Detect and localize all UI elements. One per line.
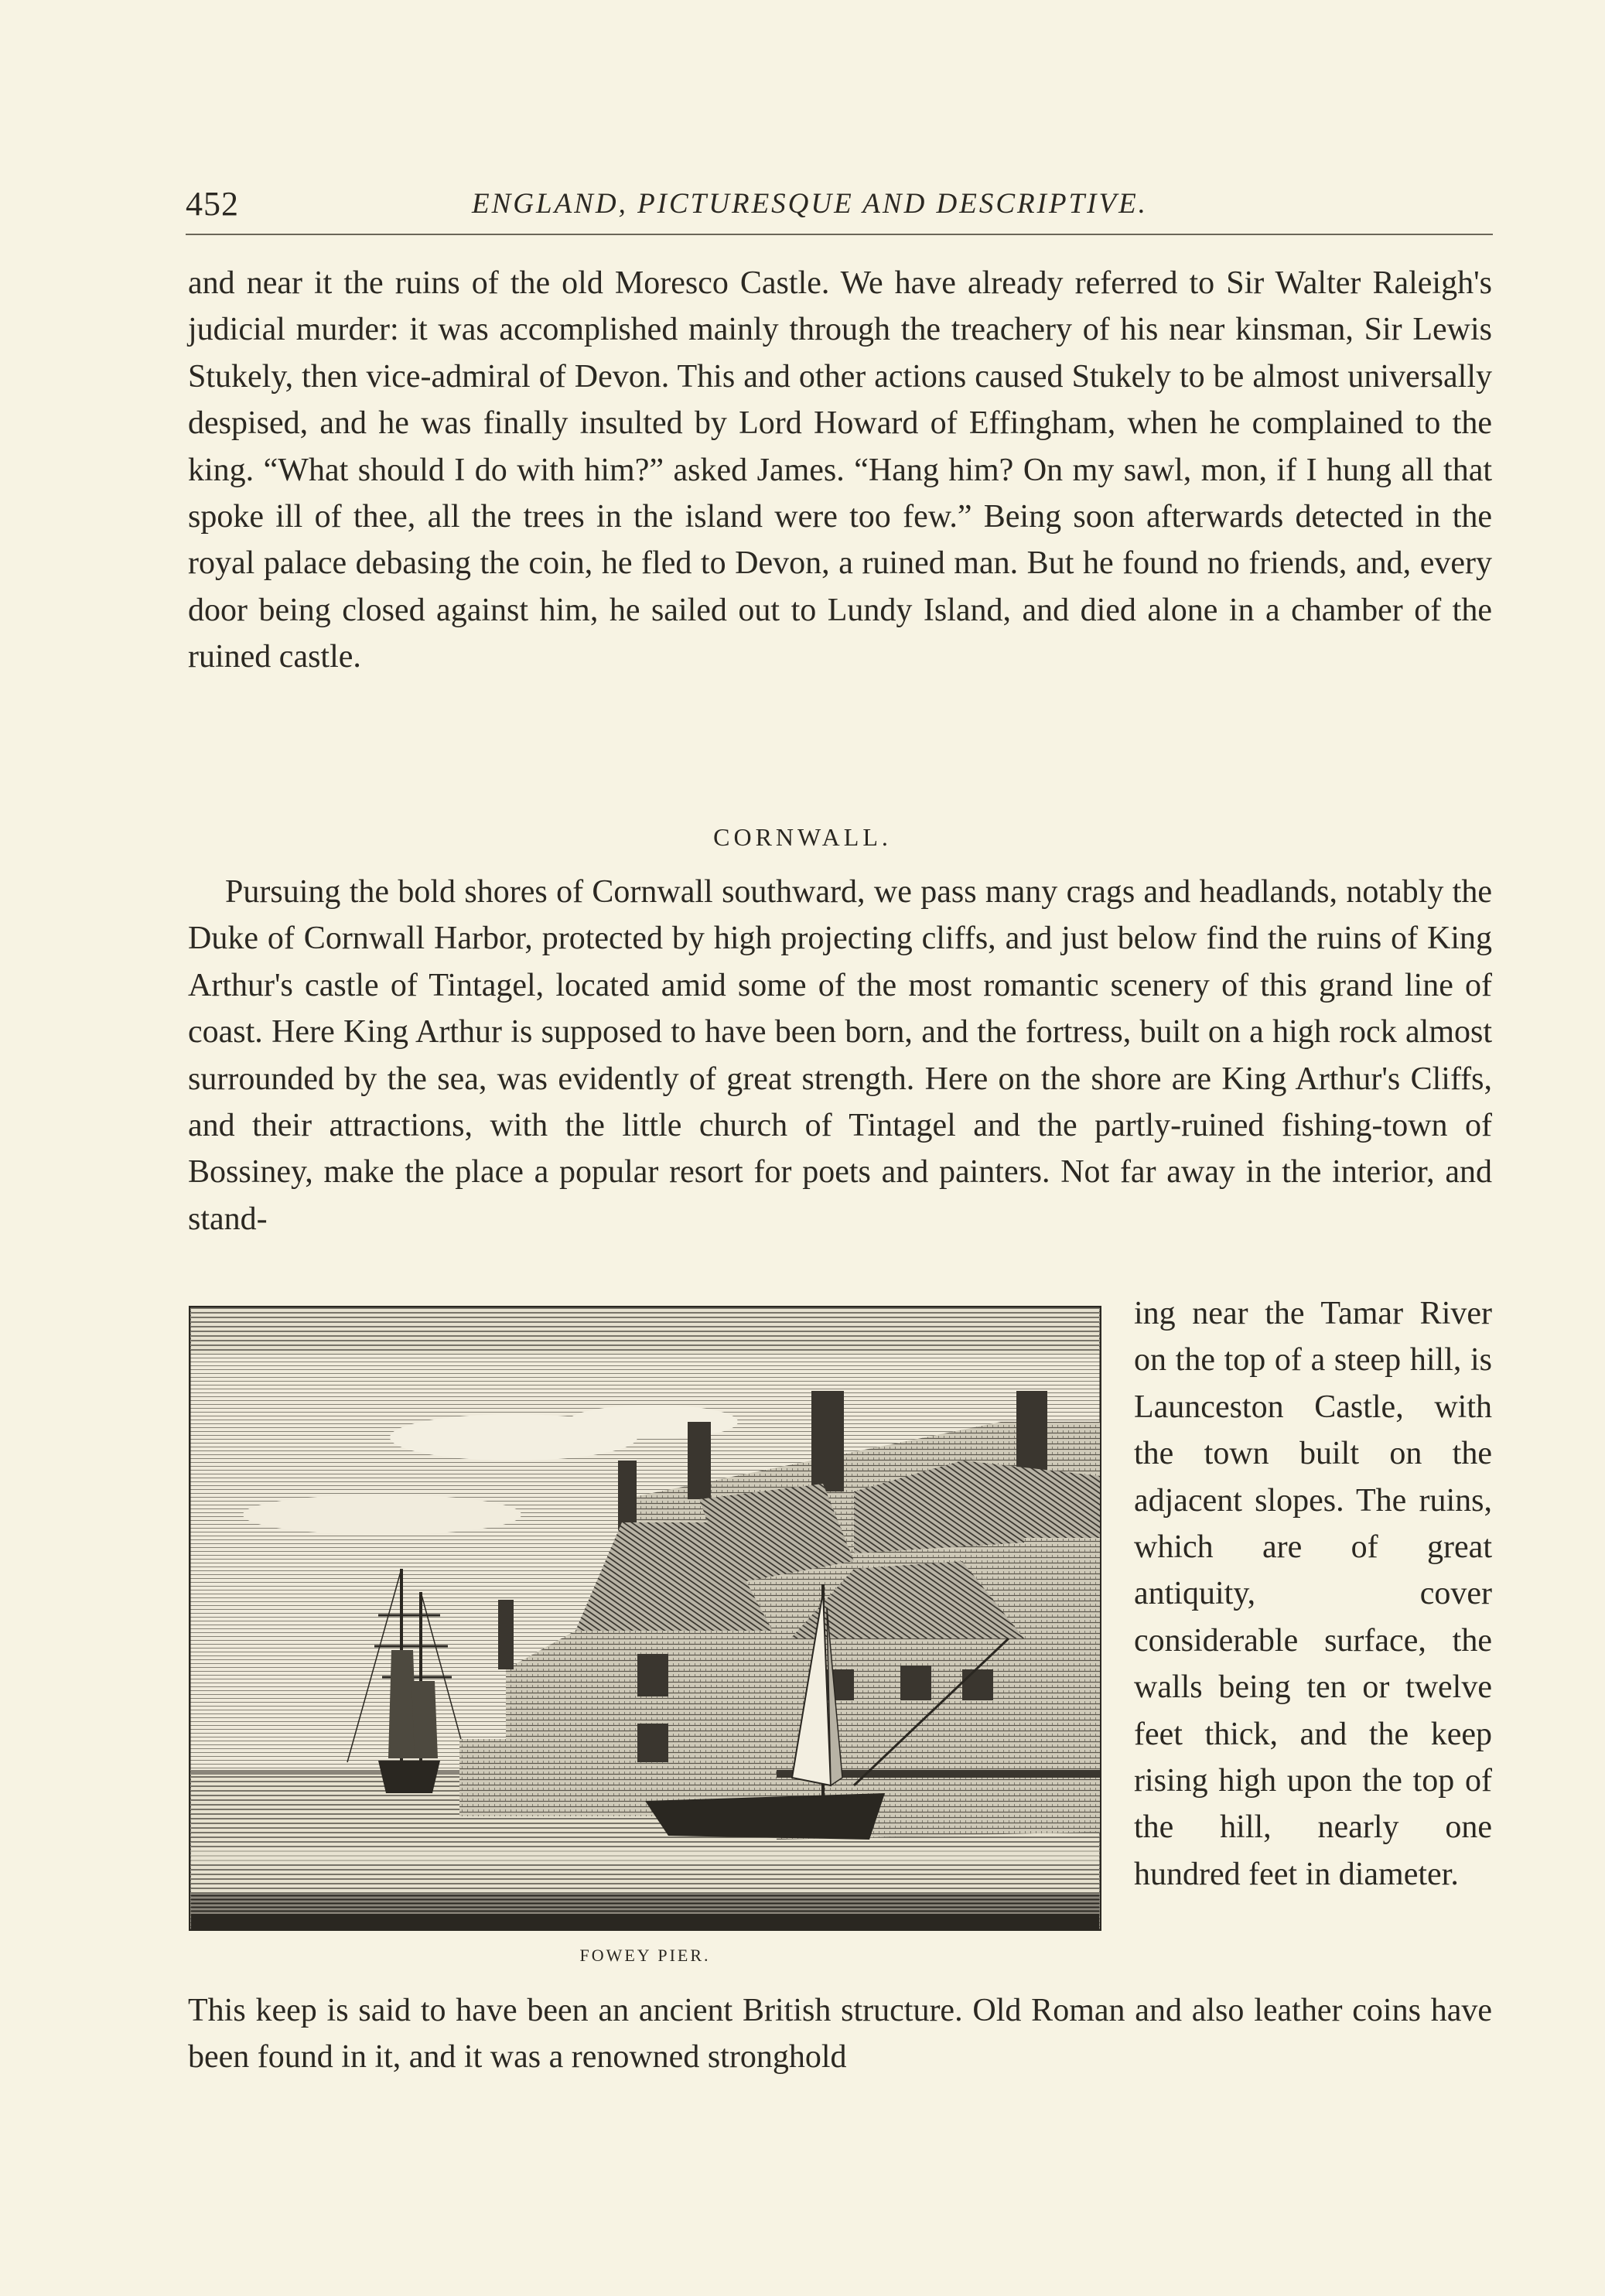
- running-head: ENGLAND, PICTURESQUE AND DESCRIPTIVE.: [472, 188, 1148, 220]
- figure-caption: FOWEY PIER.: [579, 1946, 711, 1965]
- engraving-fowey-pier: [189, 1306, 1101, 1931]
- paragraph-3: This keep is said to have been an ancient British structure. Old Roman and also leather coins have been found in it, and it was a renowned stronghold: [188, 1993, 1492, 2076]
- section-heading: CORNWALL.: [713, 823, 892, 851]
- header-rule: [186, 234, 1493, 235]
- paragraph-2-side-column: ing near the Tamar River on the top of a steep hill, is Launceston Castle, with the town built on the adjacent slopes. The ruins, which are of great antiquity, cover considerable surface, the walls being ten or twelve feet thick, and the keep rising high upon the top of the hill, nearly one hundred feet in diameter.: [1134, 1296, 1492, 1892]
- page-header: [186, 184, 1493, 238]
- paragraph-2: Pursuing the bold shores of Cornwall southward, we pass many crags and headlands, notably the Duke of Cornwall Harbor, protected by high projecting cliffs, and just below find the ruins of King Arthur's castle of Tintagel, located amid some of the most romantic scenery of this grand line of coast. Here King Arthur is supposed to have been born, and the fortress, built on a high rock almost surrounded by the sea, was evidently of great strength. Here on the shore are King Arthur's Cliffs, and their attractions, with the little church of Tintagel and the partly-ruined fishing-town of Bossiney, make the place a popular resort for poets and painters. Not far away in the interior, and stand-: [188, 874, 1492, 1237]
- page-number: 452: [186, 185, 239, 223]
- paragraph-1: and near it the ruins of the old Moresco Castle. We have already referred to Sir Walter Raleigh's judicial murder: it was accomplished mainly through the treachery of his near kinsman, Sir Lewis Stukely, then vice-admiral of Devon. This and other actions caused Stukely to be almost universally despised, and he was finally insulted by Lord Howard of Effingham, when he complained to the king. “What should I do with him?” asked James. “Hang him? On my sawl, mon, if I hung all that spoke ill of thee, all the trees in the island were too few.” Being soon afterwards detected in the royal palace debasing the coin, he fled to Devon, a ruined man. But he found no friends, and, every door being closed against him, he sailed out to Lundy Island, and died alone in a chamber of the ruined castle.: [188, 265, 1492, 675]
